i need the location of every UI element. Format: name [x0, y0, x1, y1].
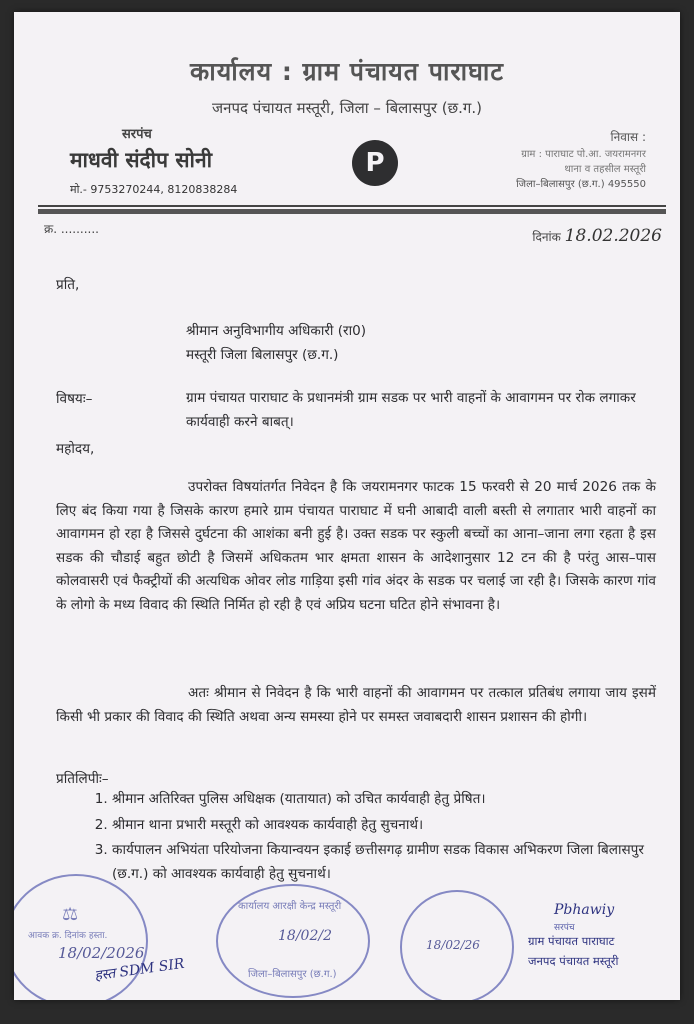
signatory-line: जनपद पंचायत मस्तूरी — [528, 954, 619, 968]
sdm-note: हस्त SDM SIR — [93, 955, 186, 985]
office-title: कार्यालय : ग्राम पंचायत पाराघाट — [190, 57, 504, 86]
copy-to-item: 2. श्रीमान थाना प्रभारी मस्तूरी को आवश्यक कार्यवाही हेतु सुचनार्थ। — [112, 814, 662, 838]
addressee-line: श्रीमान अनुविभागीय अधिकारी (रा0) — [186, 323, 367, 339]
stamp-date: 18/02/2 — [278, 928, 332, 944]
date-label: दिनांक — [532, 230, 561, 244]
received-stamp — [14, 874, 148, 1000]
emblem-icon: ⚖ — [62, 904, 79, 925]
signatory-line: ग्राम पंचायत पाराघाट — [528, 934, 615, 948]
salutation: महोदय, — [56, 441, 95, 457]
mobile-numbers: मो.- 9753270244, 8120838284 — [70, 183, 238, 196]
addressee-line: मस्तूरी जिला बिलासपुर (छ.ग.) — [186, 347, 339, 363]
sarpanch-label: सरपंच — [122, 127, 152, 142]
reference-number: क्र. .......... — [44, 222, 99, 236]
stamp-date: 18/02/2026 — [58, 944, 145, 962]
residence-line: ग्राम : पाराघाट पो.आ. जयरामनगर — [521, 149, 646, 160]
letter-date — [532, 226, 662, 246]
residence-label: निवास : — [610, 130, 646, 144]
panchayat-logo-icon — [352, 140, 398, 186]
residence-line: थाना व तहसील मस्तूरी — [564, 164, 646, 175]
date-value: 18.02.2026 — [564, 226, 662, 246]
copy-to-item: 3. कार्यपालन अभियंता परियोजना कियान्वयन इकाई छत्तीसगढ़ ग्रामीण सडक विकास अभिकरण जिला बिलासपुर (छ.ग.) को आवश्यक कार्यवाही हेतु सुचनार्थ। — [112, 839, 662, 886]
stamp-text: कार्यालय आरक्षी केन्द्र मस्तूरी — [238, 901, 342, 912]
sarpanch-name: माधवी संदीप सोनी — [70, 148, 213, 172]
logo-glyph: P — [365, 148, 385, 178]
copy-to-label: प्रतिलिपीः– — [56, 771, 109, 787]
to-label: प्रति, — [56, 277, 80, 293]
body-paragraph: अतः श्रीमान से निवेदन है कि भारी वाहनों की आवागमन पर तत्काल प्रतिबंध लगाया जाय इसमें किसी भी प्रकार की विवाद की स्थिति अथवा अन्य समस्या होने पर समस्त जवाबदारी शासन प्रशासन की होगी। — [56, 685, 656, 725]
stamp-text: जिला–बिलासपुर (छ.ग.) — [248, 969, 337, 980]
header-divider-thick — [38, 209, 666, 214]
stamp-date: 18/02/26 — [426, 938, 480, 952]
body-paragraph: उपरोक्त विषयांतर्गत निवेदन है कि जयरामनगर फाटक 15 फरवरी से 20 मार्च 2026 तक के लिए बंद किया गया है जिसके कारण हमारे ग्राम पंचायत पाराघाट में घनी आबादी वाली बस्ती से लगातार भारी वाहनों का आवागमन हो रहा है जिससे दुर्घटना की आशंका बनी हुई है। उक्त सडक पर स्कुली बच्चों का आना–जाना लगा रहता है इस सडक की चौडाई बहुत छोटी है जिसमें अधिकतम भार क्षमता शासन के आदेशानुसार 12 टन की है परंतु आस–पास कोलवासरी एवं फैक्ट्रीयों की अत्यधिक ओवर लोड गाड़िया इसी गांव अंदर के सडक पर चलाई जा रही है। जिसके कारण गांव के लोगो के मध्य विवाद की स्थिति निर्मित हो रही है एवं अप्रिय घटना घटित होने संभावना है। — [56, 479, 656, 613]
copy-to-list — [94, 788, 662, 888]
signature-role: सरपंच — [554, 923, 575, 933]
police-station-stamp — [216, 884, 370, 998]
subject-label: विषयः– — [56, 391, 93, 407]
header-divider — [38, 205, 666, 207]
office-subtitle: जनपद पंचायत मस्तूरी, जिला – बिलासपुर (छ.ग.) — [212, 99, 482, 117]
copy-to-item: 1. श्रीमान अतिरिक्त पुलिस अधिक्षक (यातायात) को उचित कार्यवाही हेतु प्रेषित। — [112, 788, 662, 812]
signature: Pbhawiy — [554, 902, 615, 918]
office-stamp — [400, 890, 514, 1000]
stamp-text: आवक क्र. दिनांक हस्ता. — [28, 931, 108, 941]
residence-address — [516, 130, 646, 192]
letter-page — [14, 12, 680, 1000]
residence-line: जिला–बिलासपुर (छ.ग.) 495550 — [516, 179, 646, 190]
subject-text: ग्राम पंचायत पाराघाट के प्रधानमंत्री ग्राम सडक पर भारी वाहनों के आवागमन पर रोक लगाकर कार्यवाही करने बाबत्। — [186, 390, 636, 430]
